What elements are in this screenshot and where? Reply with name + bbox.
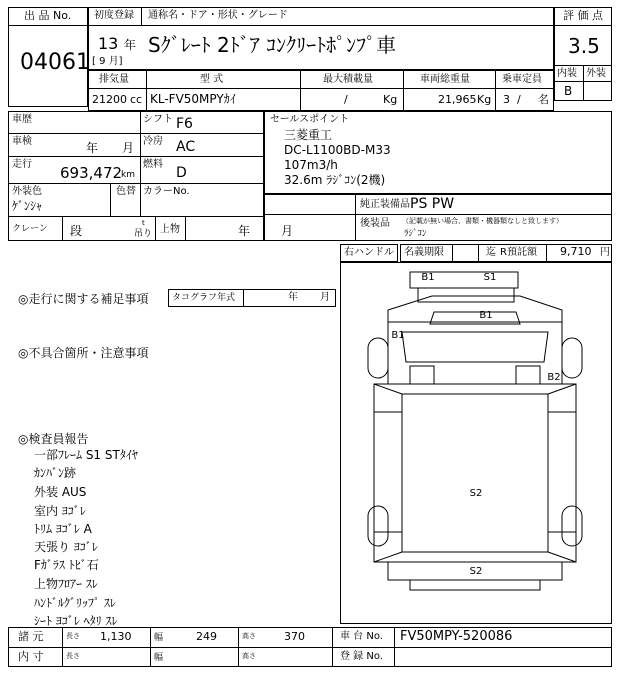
color: ｹﾞﾝｼｬ	[12, 199, 43, 213]
capacity-sep: /	[517, 93, 521, 106]
inspection-month-unit: 月	[122, 141, 135, 155]
sales-line-2: DC-L1100BD-M33	[284, 143, 391, 157]
reg-year-unit: 年	[124, 38, 137, 52]
registration-label: 登 録 No.	[340, 651, 383, 662]
gross-weight: 21,965	[438, 93, 477, 106]
color-label: 外装色	[12, 186, 42, 197]
gross-weight-unit: Kg	[477, 93, 492, 106]
displacement-unit: cc	[130, 93, 143, 106]
mileage-label: 走行	[12, 159, 32, 170]
history-label: 車歴	[12, 114, 32, 125]
interior-grade: B	[564, 84, 573, 98]
max-load-label: 最大積載量	[323, 74, 373, 85]
diagram-mark: B1	[391, 330, 405, 341]
defects-label: ◎不具合箇所・注意事項	[18, 346, 149, 360]
height-label: 高さ	[242, 632, 256, 640]
aftermarket-note: （記載が無い場合、書類・機器類なしと致します）	[402, 217, 563, 225]
sales-points-label: セールスポイント	[270, 114, 350, 125]
lot-no: 04061	[20, 50, 90, 75]
recycle-deposit-label: R預託額	[500, 247, 537, 258]
report-line: 外装 AUS	[34, 485, 87, 499]
capacity-label: 乗車定員	[502, 74, 542, 85]
model-label: 型 式	[200, 74, 224, 85]
car-name: Sｸﾞﾚｰﾄ 2ﾄﾞｱ ｺﾝｸﾘｰﾄﾎﾟﾝﾌﾟ車	[148, 33, 397, 57]
aircon-label: 冷房	[143, 136, 163, 147]
gross-weight-label: 車両総重量	[420, 74, 470, 85]
interior-dims-label: 内 寸	[18, 650, 44, 663]
interior-grade-label: 内装	[557, 68, 577, 79]
details-table	[8, 111, 264, 241]
shift: F6	[176, 116, 193, 132]
rating-label: 評 価 点	[563, 9, 603, 22]
report-line: ﾊﾝﾄﾞﾙｸﾞﾘｯﾌﾟ ｽﾚ	[34, 596, 116, 610]
max-load-unit: Kg	[383, 93, 398, 106]
diagram-mark: S2	[469, 488, 483, 499]
aftermarket: ﾗｼﾞｺﾝ	[404, 229, 427, 239]
reg-month: [ 9 月]	[92, 56, 123, 67]
capacity: 3	[503, 93, 510, 106]
fuel-label: 燃料	[143, 159, 163, 170]
report-line: 天張り ﾖｺﾞﾚ	[34, 540, 98, 554]
bed-month-unit: 月	[281, 224, 294, 238]
until-label: 迄	[486, 247, 496, 258]
inspection-label: 車検	[12, 136, 32, 147]
report-line: ﾄﾘﾑ ﾖｺﾞﾚ A	[34, 522, 92, 536]
tachograph-label: タコグラフ年式	[172, 293, 236, 303]
sales-line-1: 三菱重工	[284, 128, 333, 142]
interior-width-label: 幅	[154, 653, 164, 663]
max-load: /	[344, 93, 348, 106]
recycle-deposit-unit: 円	[600, 247, 610, 258]
crane-label: クレーン	[12, 224, 48, 234]
tachograph-month-unit: 月	[320, 292, 330, 303]
rating-value: 3.5	[568, 34, 600, 58]
aircon: AC	[176, 139, 196, 155]
crane-ton-top: t	[142, 219, 145, 227]
reg-year: 13	[98, 34, 119, 53]
width-label: 幅	[154, 633, 164, 643]
mileage-unit: km	[121, 170, 135, 180]
report-line: 一部ﾌﾚｰﾑ S1 STﾀｲﾔ	[34, 448, 138, 462]
sales-line-4: 32.6m ﾗｼﾞｺﾝ(2機)	[284, 173, 386, 187]
name-change-label: 名義期限	[404, 247, 444, 258]
diagram-mark: B1	[479, 310, 493, 321]
car-name-label: 通称名・ドア・形状・グレード	[148, 10, 288, 21]
color-code-label: カラーNo.	[143, 186, 190, 197]
first-reg-label: 初度登録	[94, 10, 134, 21]
bed-label: 上物	[160, 224, 180, 235]
displacement-label: 排気量	[99, 74, 129, 85]
lot-no-label: 出 品 No.	[24, 9, 72, 22]
sales-line-3: 107m3/h	[284, 158, 338, 172]
diagram-mark: B1	[421, 272, 435, 283]
diagram-mark: S2	[469, 566, 483, 577]
equipment-label: 純正装備品	[360, 199, 410, 210]
aftermarket-label: 後装品	[360, 218, 390, 229]
length: 1,130	[100, 630, 132, 643]
report-line: Fｶﾞﾗｽ ﾄﾋﾞ石	[34, 558, 99, 572]
tachograph-year-unit: 年	[288, 292, 298, 303]
displacement: 21200	[92, 93, 127, 106]
dims-label: 諸 元	[18, 630, 44, 643]
shift-label: シフト	[143, 114, 173, 125]
color-change-label: 色替	[116, 186, 136, 197]
height: 370	[284, 630, 305, 643]
diagram-mark: S1	[483, 272, 497, 283]
driving-notes-label: ◎走行に関する補足事項	[18, 292, 149, 306]
crane-ton-bottom: 吊り	[134, 229, 153, 239]
interior-height-label: 高さ	[242, 652, 256, 660]
report-line: ｼｰﾄ ﾖｺﾞﾚ ﾍﾀﾘ ｽﾚ	[34, 614, 118, 628]
model: KL-FV50MPYｶｲ	[150, 92, 236, 106]
report-line: ｶﾝﾊﾞﾝ跡	[34, 466, 77, 480]
report-line: 室内 ﾖｺﾞﾚ	[34, 504, 86, 518]
recycle-deposit: 9,710	[560, 245, 592, 258]
equipment: PS PW	[410, 196, 455, 212]
inspection-year-unit: 年	[86, 141, 99, 155]
bed-year-unit: 年	[238, 224, 251, 238]
report-line: 上物ﾌﾛｱｰ ｽﾚ	[34, 577, 98, 591]
chassis-label: 車 台 No.	[340, 631, 383, 642]
mileage: 693,472	[60, 164, 123, 182]
chassis-no: FV50MPY-520086	[400, 629, 513, 644]
fuel: D	[176, 165, 187, 181]
exterior-grade-label: 外装	[586, 68, 606, 79]
interior-length-label: 長さ	[66, 652, 80, 660]
length-label: 長さ	[66, 632, 80, 640]
steering: 右ハンドル	[344, 247, 394, 258]
capacity-unit: 名	[538, 93, 549, 106]
width: 249	[196, 630, 217, 643]
crane-stage: 段	[70, 224, 83, 238]
inspector-report-label: ◎検査員報告	[18, 432, 89, 446]
truck-damage-diagram	[340, 262, 612, 624]
diagram-mark: B2	[547, 372, 561, 383]
